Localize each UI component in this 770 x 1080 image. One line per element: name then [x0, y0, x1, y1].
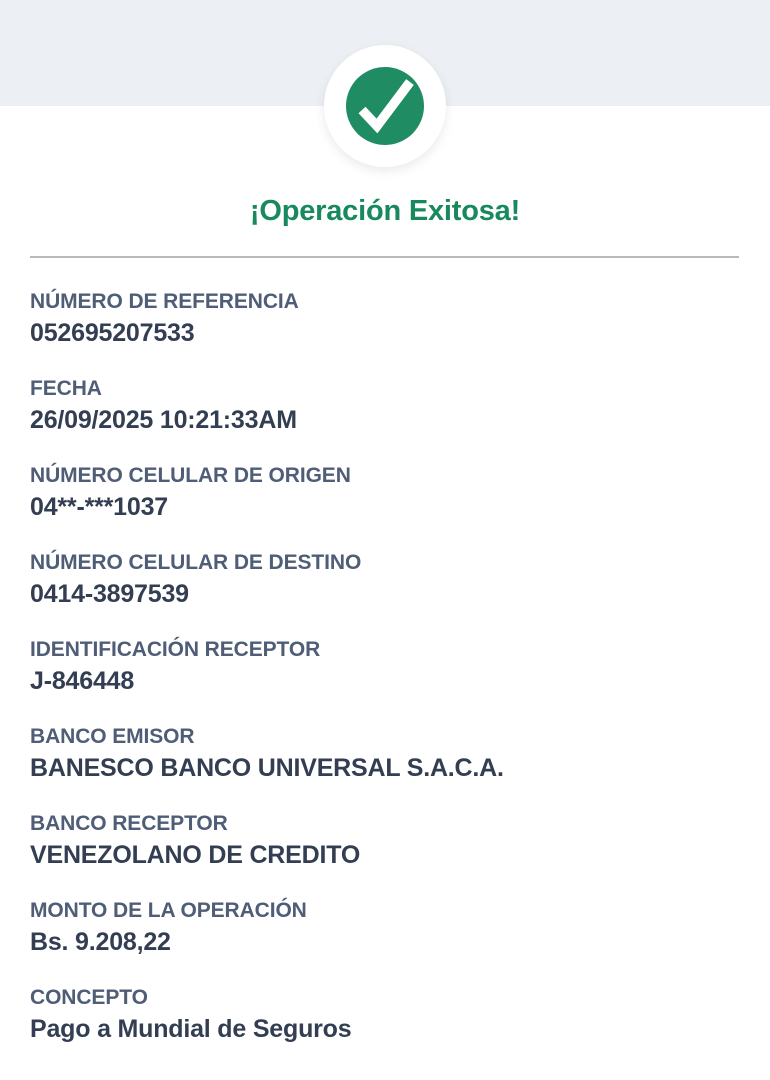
field-destination-phone — [30, 550, 740, 610]
field-label: NÚMERO DE REFERENCIA — [30, 290, 299, 313]
field-value: Bs. 9.208,22 — [30, 928, 171, 956]
field-value: 052695207533 — [30, 319, 195, 347]
field-label: BANCO EMISOR — [30, 725, 195, 748]
field-label: IDENTIFICACIÓN RECEPTOR — [30, 638, 321, 661]
field-value: 0414-3897539 — [30, 580, 189, 608]
field-origin-phone — [30, 463, 740, 523]
field-label: NÚMERO CELULAR DE DESTINO — [30, 551, 362, 574]
field-value: J-846448 — [30, 667, 135, 695]
check-icon — [345, 66, 425, 146]
field-date — [30, 376, 740, 436]
success-check-badge — [324, 45, 446, 167]
field-receiver-id — [30, 637, 740, 697]
field-value: 26/09/2025 10:21:33AM — [30, 406, 297, 434]
field-value: Pago a Mundial de Seguros — [30, 1015, 352, 1043]
field-value: VENEZOLANO DE CREDITO — [30, 841, 361, 869]
field-reference-number — [30, 289, 740, 349]
field-label: BANCO RECEPTOR — [30, 812, 228, 835]
field-operation-amount — [30, 898, 740, 958]
field-label: CONCEPTO — [30, 986, 148, 1009]
field-label: NÚMERO CELULAR DE ORIGEN — [30, 464, 351, 487]
field-value: BANESCO BANCO UNIVERSAL S.A.C.A. — [30, 754, 504, 782]
field-concept — [30, 985, 740, 1045]
header-band — [0, 0, 770, 106]
field-label: FECHA — [30, 377, 102, 400]
field-value: 04**-***1037 — [30, 493, 168, 521]
field-label: MONTO DE LA OPERACIÓN — [30, 899, 307, 922]
receipt-fields — [0, 258, 770, 1045]
field-receiving-bank — [30, 811, 740, 871]
page-title: ¡Operación Exitosa! — [249, 195, 521, 227]
field-issuing-bank — [30, 724, 740, 784]
